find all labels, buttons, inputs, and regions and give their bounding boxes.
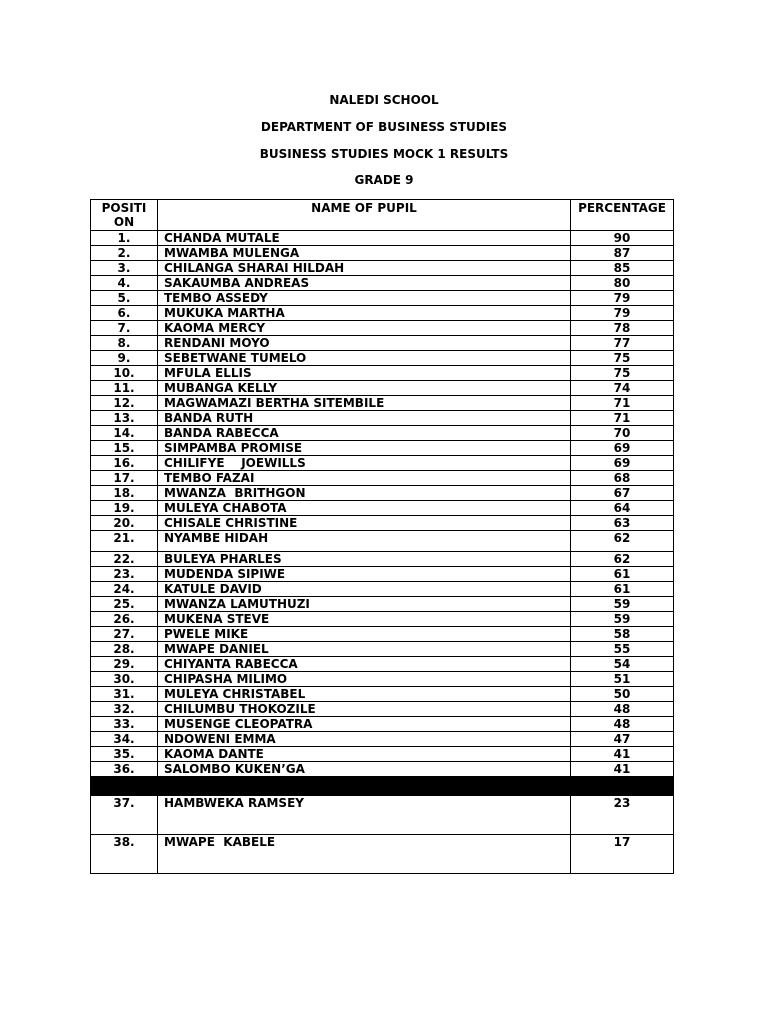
table-row — [91, 552, 674, 567]
pupil-name-cell: KAOMA MERCY — [158, 321, 571, 336]
table-row — [91, 276, 674, 291]
table-row — [91, 381, 674, 396]
pupil-name-cell: PWELE MIKE — [158, 627, 571, 642]
position-cell: 36. — [91, 762, 158, 777]
percentage-cell: 71 — [571, 411, 674, 426]
results-body — [91, 231, 674, 874]
table-row — [91, 501, 674, 516]
pupil-name-cell: KATULE DAVID — [158, 582, 571, 597]
table-row — [91, 835, 674, 874]
percentage-cell: 69 — [571, 456, 674, 471]
pupil-name-cell: MULEYA CHABOTA — [158, 501, 571, 516]
results-table — [90, 199, 674, 874]
percentage-cell: 79 — [571, 306, 674, 321]
table-row — [91, 612, 674, 627]
position-cell: 28. — [91, 642, 158, 657]
pupil-name-cell: NDOWENI EMMA — [158, 732, 571, 747]
column-header-percentage: PERCENTAGE — [571, 200, 674, 231]
position-cell: 35. — [91, 747, 158, 762]
pupil-name-cell: MUKUKA MARTHA — [158, 306, 571, 321]
percentage-cell: 48 — [571, 717, 674, 732]
position-cell: 23. — [91, 567, 158, 582]
position-cell: 16. — [91, 456, 158, 471]
position-cell: 26. — [91, 612, 158, 627]
percentage-cell: 55 — [571, 642, 674, 657]
table-row — [91, 471, 674, 486]
position-cell: 12. — [91, 396, 158, 411]
position-cell: 34. — [91, 732, 158, 747]
pupil-name-cell: RENDANI MOYO — [158, 336, 571, 351]
table-row — [91, 306, 674, 321]
pupil-name-cell: MULEYA CHRISTABEL — [158, 687, 571, 702]
percentage-cell: 90 — [571, 231, 674, 246]
position-cell: 9. — [91, 351, 158, 366]
table-row — [91, 762, 674, 777]
table-separator-bar — [91, 777, 674, 796]
pupil-name-cell: SAKAUMBA ANDREAS — [158, 276, 571, 291]
pupil-name-cell: TEMBO FAZAI — [158, 471, 571, 486]
position-cell: 32. — [91, 702, 158, 717]
pupil-name-cell: HAMBWEKA RAMSEY — [158, 796, 571, 835]
table-row — [91, 456, 674, 471]
grade-label: GRADE 9 — [354, 173, 414, 187]
table-row — [91, 597, 674, 612]
pupil-name-cell: CHANDA MUTALE — [158, 231, 571, 246]
percentage-cell: 78 — [571, 321, 674, 336]
position-cell: 27. — [91, 627, 158, 642]
percentage-cell: 85 — [571, 261, 674, 276]
results-title: BUSINESS STUDIES MOCK 1 RESULTS — [259, 147, 509, 161]
percentage-cell: 17 — [571, 835, 674, 874]
position-cell: 6. — [91, 306, 158, 321]
percentage-cell: 58 — [571, 627, 674, 642]
percentage-cell: 41 — [571, 762, 674, 777]
table-row — [91, 426, 674, 441]
position-cell: 11. — [91, 381, 158, 396]
pupil-name-cell: SEBETWANE TUMELO — [158, 351, 571, 366]
table-row — [91, 231, 674, 246]
position-cell: 7. — [91, 321, 158, 336]
table-row — [91, 672, 674, 687]
pupil-name-cell: MWAMBA MULENGA — [158, 246, 571, 261]
table-row — [91, 657, 674, 672]
position-cell: 25. — [91, 597, 158, 612]
table-row — [91, 567, 674, 582]
pupil-name-cell: MWAPE KABELE — [158, 835, 571, 874]
table-row — [91, 687, 674, 702]
pupil-name-cell: KAOMA DANTE — [158, 747, 571, 762]
percentage-cell: 67 — [571, 486, 674, 501]
percentage-cell: 62 — [571, 531, 674, 552]
table-row — [91, 642, 674, 657]
pupil-name-cell: MUDENDA SIPIWE — [158, 567, 571, 582]
percentage-cell: 59 — [571, 612, 674, 627]
position-cell: 29. — [91, 657, 158, 672]
table-header-row — [91, 200, 674, 231]
percentage-cell: 75 — [571, 351, 674, 366]
table-row — [91, 582, 674, 597]
pupil-name-cell: MWANZA BRITHGON — [158, 486, 571, 501]
school-name: NALEDI SCHOOL — [329, 93, 439, 107]
pupil-name-cell: MWAPE DANIEL — [158, 642, 571, 657]
table-row — [91, 396, 674, 411]
table-row — [91, 321, 674, 336]
percentage-cell: 64 — [571, 501, 674, 516]
pupil-name-cell: SALOMBO KUKEN’GA — [158, 762, 571, 777]
table-row — [91, 702, 674, 717]
percentage-cell: 41 — [571, 747, 674, 762]
position-cell: 5. — [91, 291, 158, 306]
table-row — [91, 627, 674, 642]
position-cell: 22. — [91, 552, 158, 567]
column-header-position: POSITION — [91, 200, 158, 231]
table-row — [91, 261, 674, 276]
position-cell: 14. — [91, 426, 158, 441]
position-cell: 15. — [91, 441, 158, 456]
table-row — [91, 796, 674, 835]
pupil-name-cell: MUBANGA KELLY — [158, 381, 571, 396]
table-row — [91, 717, 674, 732]
pupil-name-cell: NYAMBE HIDAH — [158, 531, 571, 552]
position-cell: 19. — [91, 501, 158, 516]
pupil-name-cell: MAGWAMAZI BERTHA SITEMBILE — [158, 396, 571, 411]
table-row — [91, 351, 674, 366]
percentage-cell: 87 — [571, 246, 674, 261]
table-row — [91, 732, 674, 747]
percentage-cell: 48 — [571, 702, 674, 717]
table-row — [91, 246, 674, 261]
position-cell: 2. — [91, 246, 158, 261]
pupil-name-cell: MWANZA LAMUTHUZI — [158, 597, 571, 612]
pupil-name-cell: CHILANGA SHARAI HILDAH — [158, 261, 571, 276]
position-cell: 31. — [91, 687, 158, 702]
table-row — [91, 441, 674, 456]
percentage-cell: 50 — [571, 687, 674, 702]
position-cell: 4. — [91, 276, 158, 291]
percentage-cell: 47 — [571, 732, 674, 747]
table-row — [91, 747, 674, 762]
position-cell: 18. — [91, 486, 158, 501]
percentage-cell: 61 — [571, 567, 674, 582]
pupil-name-cell: BULEYA PHARLES — [158, 552, 571, 567]
percentage-cell: 62 — [571, 552, 674, 567]
percentage-cell: 80 — [571, 276, 674, 291]
column-header-name: NAME OF PUPIL — [158, 200, 571, 231]
table-row — [91, 336, 674, 351]
percentage-cell: 69 — [571, 441, 674, 456]
pupil-name-cell: MUKENA STEVE — [158, 612, 571, 627]
department-name: DEPARTMENT OF BUSINESS STUDIES — [260, 120, 508, 134]
percentage-cell: 54 — [571, 657, 674, 672]
pupil-name-cell: CHIPASHA MILIMO — [158, 672, 571, 687]
position-cell: 24. — [91, 582, 158, 597]
percentage-cell: 75 — [571, 366, 674, 381]
position-cell: 33. — [91, 717, 158, 732]
pupil-name-cell: CHISALE CHRISTINE — [158, 516, 571, 531]
percentage-cell: 23 — [571, 796, 674, 835]
pupil-name-cell: CHILUMBU THOKOZILE — [158, 702, 571, 717]
pupil-name-cell: CHIYANTA RABECCA — [158, 657, 571, 672]
position-cell: 30. — [91, 672, 158, 687]
table-row — [91, 531, 674, 552]
position-cell: 38. — [91, 835, 158, 874]
pupil-name-cell: MUSENGE CLEOPATRA — [158, 717, 571, 732]
pupil-name-cell: MFULA ELLIS — [158, 366, 571, 381]
pupil-name-cell: TEMBO ASSEDY — [158, 291, 571, 306]
percentage-cell: 68 — [571, 471, 674, 486]
percentage-cell: 59 — [571, 597, 674, 612]
table-row — [91, 486, 674, 501]
percentage-cell: 61 — [571, 582, 674, 597]
position-cell: 10. — [91, 366, 158, 381]
position-cell: 17. — [91, 471, 158, 486]
table-row — [91, 516, 674, 531]
position-cell: 8. — [91, 336, 158, 351]
separator-cell — [91, 777, 674, 796]
pupil-name-cell: CHILIFYE JOEWILLS — [158, 456, 571, 471]
percentage-cell: 79 — [571, 291, 674, 306]
percentage-cell: 77 — [571, 336, 674, 351]
position-cell: 13. — [91, 411, 158, 426]
pupil-name-cell: BANDA RUTH — [158, 411, 571, 426]
position-cell: 3. — [91, 261, 158, 276]
table-row — [91, 291, 674, 306]
pupil-name-cell: BANDA RABECCA — [158, 426, 571, 441]
percentage-cell: 63 — [571, 516, 674, 531]
pupil-name-cell: SIMPAMBA PROMISE — [158, 441, 571, 456]
table-row — [91, 411, 674, 426]
position-cell: 37. — [91, 796, 158, 835]
percentage-cell: 74 — [571, 381, 674, 396]
position-cell: 21. — [91, 531, 158, 552]
percentage-cell: 71 — [571, 396, 674, 411]
percentage-cell: 51 — [571, 672, 674, 687]
percentage-cell: 70 — [571, 426, 674, 441]
position-cell: 20. — [91, 516, 158, 531]
position-cell: 1. — [91, 231, 158, 246]
table-row — [91, 366, 674, 381]
